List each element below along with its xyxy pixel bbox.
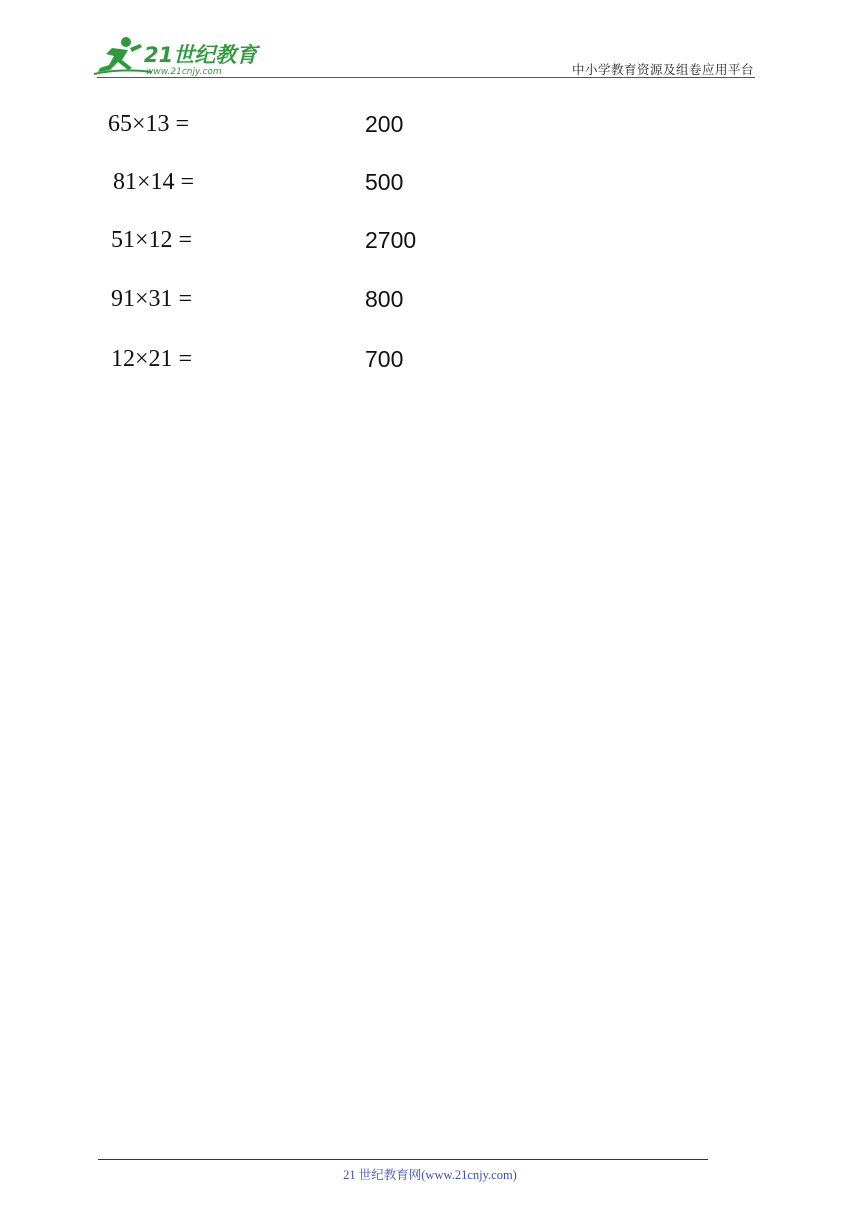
problem-row — [108, 227, 508, 257]
problem-answer: 2700 — [365, 227, 417, 253]
problem-expression: 65×13 = — [108, 111, 190, 137]
problem-expression: 51×12 = — [111, 227, 193, 253]
site-logo — [92, 34, 262, 78]
problem-answer: 800 — [365, 286, 404, 312]
logo-url: www.21cnjy.com — [146, 67, 222, 77]
footer-link[interactable]: 21 世纪教育网(www.21cnjy.com) — [343, 1168, 517, 1182]
footer-divider — [98, 1159, 708, 1160]
problem-row — [108, 169, 508, 199]
problem-expression: 12×21 = — [111, 346, 193, 372]
problem-answer: 200 — [365, 111, 404, 137]
problem-row — [108, 111, 508, 141]
problem-row — [108, 286, 508, 316]
logo-text: 21世纪教育 — [144, 43, 258, 67]
problem-answer: 700 — [365, 346, 404, 372]
problem-expression: 81×14 = — [113, 169, 195, 195]
problem-row — [108, 346, 508, 376]
problem-answer: 500 — [365, 169, 404, 195]
problem-expression: 91×31 = — [111, 286, 193, 312]
runner-logo-icon — [92, 34, 262, 78]
header-divider — [97, 77, 755, 78]
platform-title: 中小学教育资源及组卷应用平台 — [571, 62, 754, 77]
